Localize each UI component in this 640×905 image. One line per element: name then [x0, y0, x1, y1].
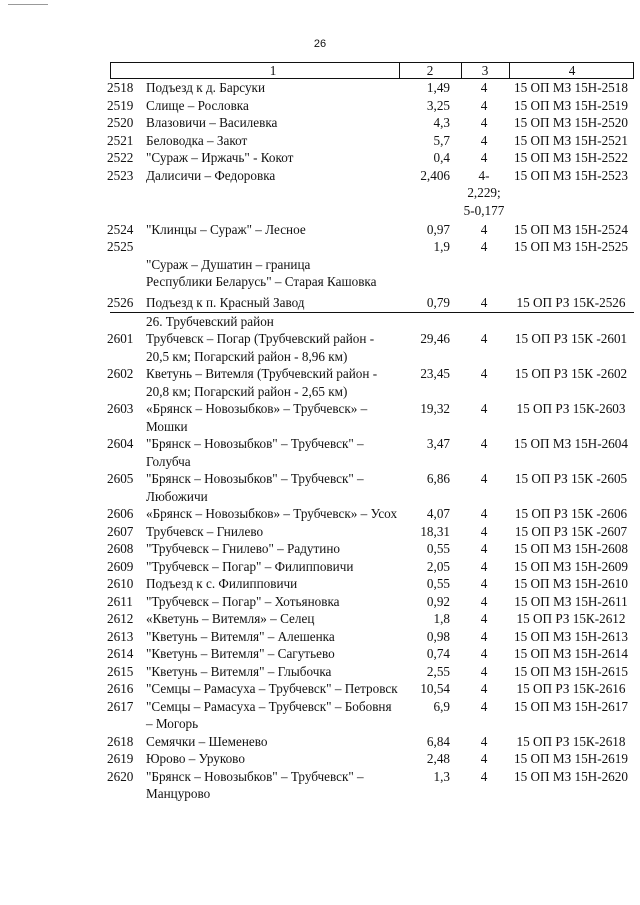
road-id: 15 ОП РЗ 15К -2606	[514, 506, 628, 521]
table-row	[107, 540, 634, 558]
road-length: 2,05	[426, 558, 450, 574]
table-row	[107, 365, 634, 400]
road-code: 2615	[107, 663, 134, 679]
road-id: 15 ОП МЗ 15Н-2522	[514, 150, 628, 165]
road-length: 1,49	[426, 80, 450, 95]
road-category: 4	[480, 576, 488, 591]
road-name: «Брянск – Новозыбков» – Трубчевск» – Мошки	[146, 401, 368, 434]
table-row	[107, 645, 634, 663]
road-length: 0,92	[426, 593, 450, 609]
header-col-3: 3	[481, 63, 489, 78]
road-code: 2608	[107, 541, 134, 556]
road-category: 4	[480, 331, 488, 346]
page-number: 26	[313, 38, 327, 50]
table-row	[107, 680, 634, 698]
table-row	[107, 149, 634, 167]
road-length: 6,84	[426, 733, 450, 749]
table-row	[107, 400, 634, 435]
road-name: "Кветунь – Витемля" – Сагутьево	[146, 646, 335, 661]
road-category: 4	[480, 436, 488, 451]
road-code: 2616	[107, 681, 134, 696]
road-name: "Кветунь – Витемля" – Алешенка	[146, 628, 335, 644]
table-row	[107, 628, 634, 646]
table-row	[107, 558, 634, 576]
road-length: 2,406	[420, 167, 450, 183]
road-length: 29,46	[420, 331, 450, 346]
table-row	[107, 167, 634, 185]
road-length: 4,07	[426, 506, 450, 521]
road-category: 4	[480, 558, 488, 574]
road-name: "Семцы – Рамасуха – Трубчевск" – Петровск	[146, 681, 398, 696]
road-id: 15 ОП МЗ 15Н-2609	[514, 558, 628, 574]
road-name: Кветунь – Витемля (Трубчевский район - 20,8 км; Погарский район - 2,65 км)	[146, 366, 378, 399]
road-length: 1,3	[433, 768, 450, 784]
table-row	[107, 593, 634, 611]
road-id: 15 ОП РЗ 15К-2603	[516, 401, 626, 416]
table-row	[107, 575, 634, 593]
road-code: 2524	[107, 221, 134, 237]
road-name: Далисичи – Федоровка	[146, 167, 276, 183]
road-id: 15 ОП МЗ 15Н-2611	[514, 593, 628, 609]
road-code: 2520	[107, 115, 134, 130]
road-code: 2618	[107, 733, 134, 749]
road-category: 4	[480, 221, 488, 237]
road-id: 15 ОП МЗ 15Н-2613	[514, 628, 628, 644]
road-length: 0,97	[426, 221, 450, 237]
road-name: Подъезд к д. Барсуки	[146, 80, 266, 95]
top-rule	[8, 4, 48, 5]
header-col-1: 1	[269, 63, 277, 78]
road-name: «Кветунь – Витемля» – Селец	[146, 611, 315, 626]
road-name: "Кветунь – Витемля" – Глыбочка	[146, 663, 332, 679]
road-code: 2619	[107, 751, 134, 766]
road-category: 4	[480, 132, 488, 148]
road-name: Слище – Рословка	[146, 97, 249, 113]
road-length: 0,98	[426, 628, 450, 644]
table-row	[107, 768, 634, 803]
road-length: 4,3	[433, 115, 450, 130]
table-row	[107, 750, 634, 768]
road-id: 15 ОП РЗ 15К -2607	[514, 523, 628, 539]
roads-table	[107, 62, 634, 803]
road-category: 4	[480, 733, 488, 749]
road-name: "Сураж – Душатин – граница Республики Беларусь" – Старая Кашовка	[146, 256, 377, 289]
road-category: 2,229;	[467, 185, 501, 200]
road-id: 15 ОП МЗ 15Н-2614	[514, 646, 628, 661]
table-row-cont	[110, 202, 634, 221]
road-length: 5,7	[433, 132, 450, 148]
road-category: 4	[480, 80, 488, 95]
road-category: 4	[480, 506, 488, 521]
road-name: "Трубчевск – Погар" – Филипповичи	[146, 558, 354, 574]
table-row	[107, 663, 634, 681]
road-code: 2614	[107, 646, 134, 661]
road-id: 15 ОП МЗ 15Н-2620	[514, 768, 628, 784]
table-row	[107, 733, 634, 751]
road-category: 4-	[478, 167, 490, 183]
road-id: 15 ОП МЗ 15Н-2608	[514, 541, 628, 556]
road-length: 18,31	[420, 523, 450, 539]
road-category: 4	[480, 523, 488, 539]
road-id: 15 ОП МЗ 15Н-2521	[514, 132, 628, 148]
road-code: 2604	[107, 436, 134, 451]
table-row	[107, 97, 634, 115]
road-category: 4	[480, 751, 488, 766]
road-id: 15 ОП МЗ 15Н-2610	[514, 576, 628, 591]
table-row-cont	[110, 184, 634, 202]
road-length: 2,48	[426, 751, 450, 766]
road-id: 15 ОП МЗ 15Н-2525	[514, 239, 628, 254]
road-name: "Брянск – Новозыбков" – Трубчевск" – Манцурово	[146, 768, 364, 801]
table-row	[107, 470, 634, 505]
table-row	[107, 698, 634, 733]
road-category: 4	[480, 663, 488, 679]
road-category: 4	[480, 366, 488, 381]
road-category: 4	[480, 628, 488, 644]
header-col-4: 4	[568, 63, 576, 78]
district-heading: 26. Трубчевский район	[146, 313, 274, 329]
road-name: "Клинцы – Сураж" – Лесное	[146, 221, 306, 237]
road-name: "Семцы – Рамасуха – Трубчевск" – Бобовня – Могорь	[146, 698, 392, 731]
table-row	[107, 523, 634, 541]
road-code: 2607	[107, 523, 134, 539]
road-name: Влазовичи – Василевка	[146, 115, 278, 130]
road-code: 2610	[107, 576, 134, 591]
road-name: "Трубчевск – Гнилево" – Радутино	[146, 541, 340, 556]
road-length: 0,79	[426, 295, 450, 310]
road-length: 1,9	[433, 239, 450, 254]
road-code: 2606	[107, 506, 134, 521]
road-length: 2,55	[426, 663, 450, 679]
table-row	[107, 79, 634, 97]
table-row	[107, 114, 634, 132]
road-code: 2521	[107, 132, 134, 148]
road-code: 2602	[107, 366, 134, 381]
road-category: 4	[480, 541, 488, 556]
road-name: Юрово – Уруково	[146, 751, 245, 766]
road-length: 0,55	[426, 576, 450, 591]
road-length: 0,4	[433, 150, 450, 165]
road-code: 2519	[107, 97, 134, 113]
table-row	[107, 221, 634, 239]
road-code: 2518	[107, 80, 134, 95]
road-name: Семячки – Шеменево	[146, 733, 268, 749]
road-name: "Сураж – Иржачь" - Кокот	[146, 150, 294, 165]
road-category: 4	[480, 646, 488, 661]
table-row	[107, 238, 634, 290]
road-category: 4	[480, 698, 488, 714]
header-col-2: 2	[426, 63, 434, 78]
road-code: 2523	[107, 167, 134, 183]
road-id: 15 ОП МЗ 15Н-2617	[514, 698, 628, 714]
road-id: 15 ОП МЗ 15Н-2615	[514, 663, 628, 679]
road-name: "Брянск – Новозыбков" – Трубчевск" – Любожичи	[146, 471, 364, 504]
road-length: 0,74	[426, 646, 450, 661]
road-category: 4	[480, 97, 488, 113]
road-name: «Брянск – Новозыбков» – Трубчевск» – Усох	[146, 506, 398, 521]
road-category: 4	[480, 401, 488, 416]
road-length: 10,54	[420, 681, 450, 696]
road-name: "Трубчевск – Погар" – Хотьяновка	[146, 593, 340, 609]
table-row	[107, 435, 634, 470]
road-category: 4	[480, 681, 488, 696]
road-code: 2613	[107, 628, 134, 644]
road-code: 2522	[107, 150, 134, 165]
road-id: 15 ОП МЗ 15Н-2524	[514, 221, 628, 237]
road-category: 4	[480, 295, 488, 310]
table-row	[107, 610, 634, 628]
road-code: 2611	[107, 593, 133, 609]
road-category: 4	[480, 768, 488, 784]
road-category: 4	[480, 593, 488, 609]
road-code: 2601	[107, 331, 134, 346]
road-id: 15 ОП РЗ 15К-2612	[516, 611, 626, 626]
road-category: 4	[480, 239, 488, 254]
road-id: 15 ОП РЗ 15К-2618	[516, 733, 626, 749]
road-length: 19,32	[420, 401, 450, 416]
road-category: 4	[480, 611, 488, 626]
table-row	[107, 294, 634, 313]
road-code: 2526	[107, 295, 134, 310]
road-name: Трубчевск – Погар (Трубчевский район - 20,5 км; Погарский район - 8,96 км)	[146, 331, 375, 364]
road-name: Трубчевск – Гнилево	[146, 523, 264, 539]
road-code: 2612	[107, 611, 134, 626]
road-length: 23,45	[420, 366, 450, 381]
road-length: 3,47	[426, 436, 450, 451]
road-length: 0,55	[426, 541, 450, 556]
road-id: 15 ОП МЗ 15Н-2518	[514, 80, 628, 95]
road-code: 2605	[107, 471, 134, 486]
road-id: 15 ОП РЗ 15К-2616	[516, 681, 626, 696]
road-name: Беловодка – Закот	[146, 132, 248, 148]
table-row	[107, 132, 634, 150]
road-length: 3,25	[426, 97, 450, 113]
road-id: 15 ОП МЗ 15Н-2523	[514, 167, 628, 183]
road-id: 15 ОП РЗ 15К -2601	[514, 331, 628, 346]
road-name: "Брянск – Новозыбков" – Трубчевск" – Голубча	[146, 436, 364, 469]
table-row	[107, 330, 634, 365]
table-header	[110, 62, 634, 79]
road-id: 15 ОП РЗ 15К -2602	[514, 366, 628, 381]
road-name: Подъезд к с. Филипповичи	[146, 576, 298, 591]
road-code: 2617	[107, 698, 134, 714]
road-id: 15 ОП МЗ 15Н-2619	[514, 751, 628, 766]
road-length: 6,86	[426, 471, 450, 486]
road-id: 15 ОП РЗ 15К -2605	[514, 471, 628, 486]
road-code: 2620	[107, 768, 134, 784]
road-name: Подъезд к п. Красный Завод	[146, 295, 305, 310]
road-length: 1,8	[433, 611, 450, 626]
road-id: 15 ОП МЗ 15Н-2604	[514, 436, 628, 451]
road-category: 5-0,177	[463, 202, 505, 218]
road-id: 15 ОП МЗ 15Н-2519	[514, 97, 628, 113]
road-code: 2525	[107, 239, 134, 254]
road-category: 4	[480, 150, 488, 165]
road-length: 6,9	[433, 698, 450, 714]
road-code: 2609	[107, 558, 134, 574]
road-id: 15 ОП МЗ 15Н-2520	[514, 115, 628, 130]
road-code: 2603	[107, 401, 134, 416]
table-row	[107, 505, 634, 523]
road-category: 4	[480, 115, 488, 130]
road-id: 15 ОП РЗ 15К-2526	[516, 295, 626, 310]
road-category: 4	[480, 471, 488, 486]
